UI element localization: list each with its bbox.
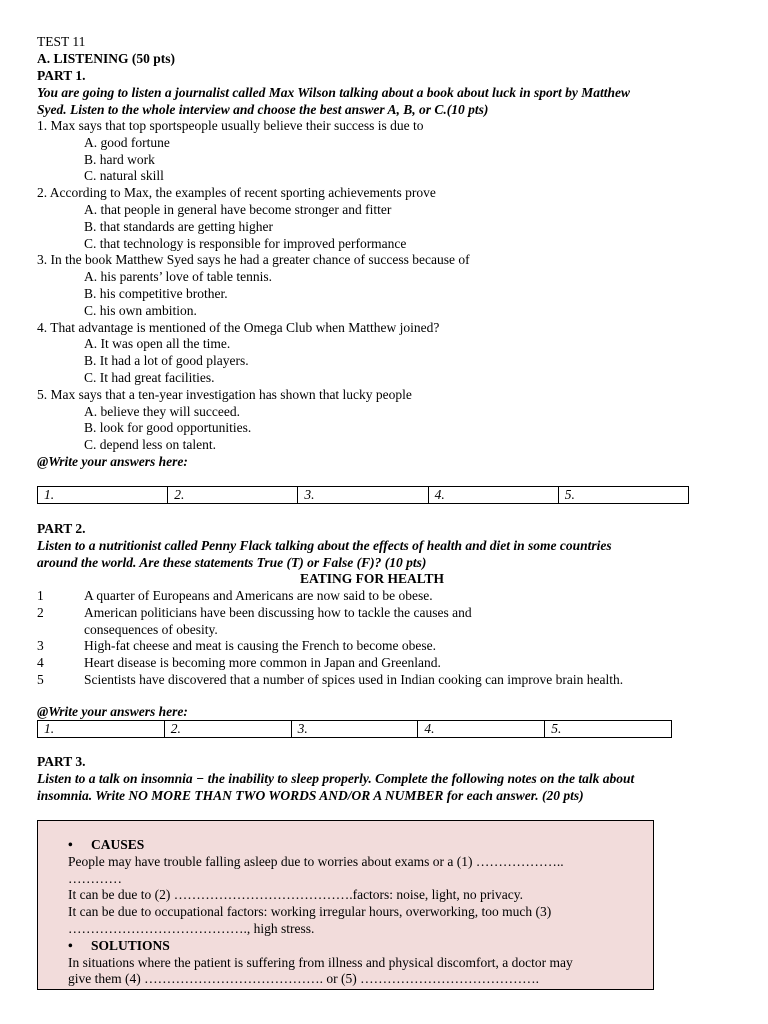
option: B. hard work xyxy=(84,151,155,167)
option: B. It had a lot of good players. xyxy=(84,353,249,369)
part2-statements xyxy=(37,588,727,689)
part2-instruction-line1: Listen to a nutritionist called Penny Flack talking about the effects of health and diet in some countries xyxy=(37,538,612,553)
causes-heading-text: CAUSES xyxy=(91,837,145,852)
answer-cell-4[interactable]: 4. xyxy=(428,487,558,504)
solutions-heading-text: SOLUTIONS xyxy=(91,937,170,953)
option: B. look for good opportunities. xyxy=(84,420,252,436)
part3-title: PART 3. xyxy=(37,754,86,769)
causes-line: It can be due to occupational factors: working irregular hours, overworking, too much (3) xyxy=(68,904,552,920)
option: B. his competitive brother. xyxy=(84,285,228,301)
option: C. his own ambition. xyxy=(84,302,197,318)
question-3: 3. In the book Matthew Syed says he had a greater chance of success because of xyxy=(37,252,470,268)
statement-number: 2 xyxy=(37,604,44,620)
causes-line: …………………………………., high stress. xyxy=(68,920,315,936)
statement-number: 1 xyxy=(37,588,44,603)
part1-questions xyxy=(37,118,727,471)
answer-cell-1[interactable]: 1. xyxy=(38,721,165,738)
causes-heading xyxy=(68,837,648,854)
answer-cell-4[interactable]: 4. xyxy=(418,721,545,738)
part1-instruction-line1: You are going to listen a journalist called Max Wilson talking about a book about luck in sport by Matthew xyxy=(37,85,630,100)
statement-1 xyxy=(37,588,727,605)
part3-instruction-line2: insomnia. Write NO MORE THAN TWO WORDS AND/OR A NUMBER for each answer. (20 pts) xyxy=(37,788,584,803)
statement-4 xyxy=(37,655,727,672)
answer-cell-5[interactable]: 5. xyxy=(545,721,672,738)
answer-cell-5[interactable]: 5. xyxy=(558,487,688,504)
option: C. It had great facilities. xyxy=(84,369,215,385)
part2-instruction-line2: around the world. Are these statements True (T) or False (F)? (10 pts) xyxy=(37,555,427,570)
statement-3 xyxy=(37,638,727,655)
option: C. natural skill xyxy=(84,168,164,184)
answer-cell-3[interactable]: 3. xyxy=(291,721,418,738)
statement-number: 3 xyxy=(37,638,44,654)
option: A. believe they will succeed. xyxy=(84,403,240,419)
answer-cell-2[interactable]: 2. xyxy=(164,721,291,738)
part2-heading: EATING FOR HEALTH xyxy=(300,571,445,586)
option: A. It was open all the time. xyxy=(84,336,231,352)
causes-line: ………… xyxy=(68,870,122,886)
part2-answer-prompt: @Write your answers here: xyxy=(37,704,188,719)
question-1: 1. Max says that top sportspeople usually believe their success is due to xyxy=(37,118,424,133)
option: B. that standards are getting higher xyxy=(84,218,273,234)
part1-instruction-line2: Syed. Listen to the whole interview and choose the best answer A, B, or C.(10 pts) xyxy=(37,102,489,117)
statement-number: 5 xyxy=(37,671,44,687)
question-2: 2. According to Max, the examples of recent sporting achievements prove xyxy=(37,185,436,201)
solutions-line: give them (4) …………………………………. or (5) …………………………………. xyxy=(68,971,539,987)
question-4: 4. That advantage is mentioned of the Omega Club when Matthew joined? xyxy=(37,319,440,335)
causes-line: People may have trouble falling asleep due to worries about exams or a (1) ……………….. xyxy=(68,853,564,869)
test-number: TEST 11 xyxy=(37,34,86,49)
part3-instruction-line1: Listen to a talk on insomnia − the inability to sleep properly. Complete the following notes on the talk about xyxy=(37,771,635,786)
statement-2 xyxy=(37,605,727,639)
statement-text: Scientists have discovered that a number of spices used in Indian cooking can improve brain health. xyxy=(84,671,624,687)
part2-title: PART 2. xyxy=(37,521,86,536)
statement-text: High-fat cheese and meat is causing the French to become obese. xyxy=(84,638,436,654)
notes-box xyxy=(37,820,654,990)
part1-answer-prompt: @Write your answers here: xyxy=(37,453,188,469)
causes-line: It can be due to (2) ………………………………….factors: noise, light, no privacy. xyxy=(68,887,524,903)
answer-cell-2[interactable]: 2. xyxy=(168,487,298,504)
question-5: 5. Max says that a ten-year investigation has shown that lucky people xyxy=(37,386,412,402)
statement-text: Heart disease is becoming more common in Japan and Greenland. xyxy=(84,655,441,671)
option: A. his parents’ love of table tennis. xyxy=(84,269,272,285)
solutions-line: In situations where the patient is suffering from illness and physical discomfort, a doctor may xyxy=(68,954,573,970)
notes-content xyxy=(68,837,648,988)
option: C. that technology is responsible for improved performance xyxy=(84,235,407,251)
answer-cell-1[interactable]: 1. xyxy=(38,487,168,504)
part2-answer-table xyxy=(37,720,672,738)
option: C. depend less on talent. xyxy=(84,437,216,453)
option: A. that people in general have become stronger and fitter xyxy=(84,201,392,217)
bullet-icon: • xyxy=(68,837,73,852)
part1-title: PART 1. xyxy=(37,68,86,83)
solutions-heading xyxy=(68,938,648,955)
statement-text: American politicians have been discussing how to tackle the causes and xyxy=(84,604,472,620)
part1-answer-table xyxy=(37,486,689,504)
statement-text: A quarter of Europeans and Americans are now said to be obese. xyxy=(84,588,433,603)
statement-number: 4 xyxy=(37,655,44,671)
statement-text: consequences of obesity. xyxy=(84,621,218,637)
option: A. good fortune xyxy=(84,134,170,150)
bullet-icon: • xyxy=(68,937,73,953)
statement-5 xyxy=(37,672,727,689)
answer-cell-3[interactable]: 3. xyxy=(298,487,428,504)
section-heading: A. LISTENING (50 pts) xyxy=(37,51,176,66)
